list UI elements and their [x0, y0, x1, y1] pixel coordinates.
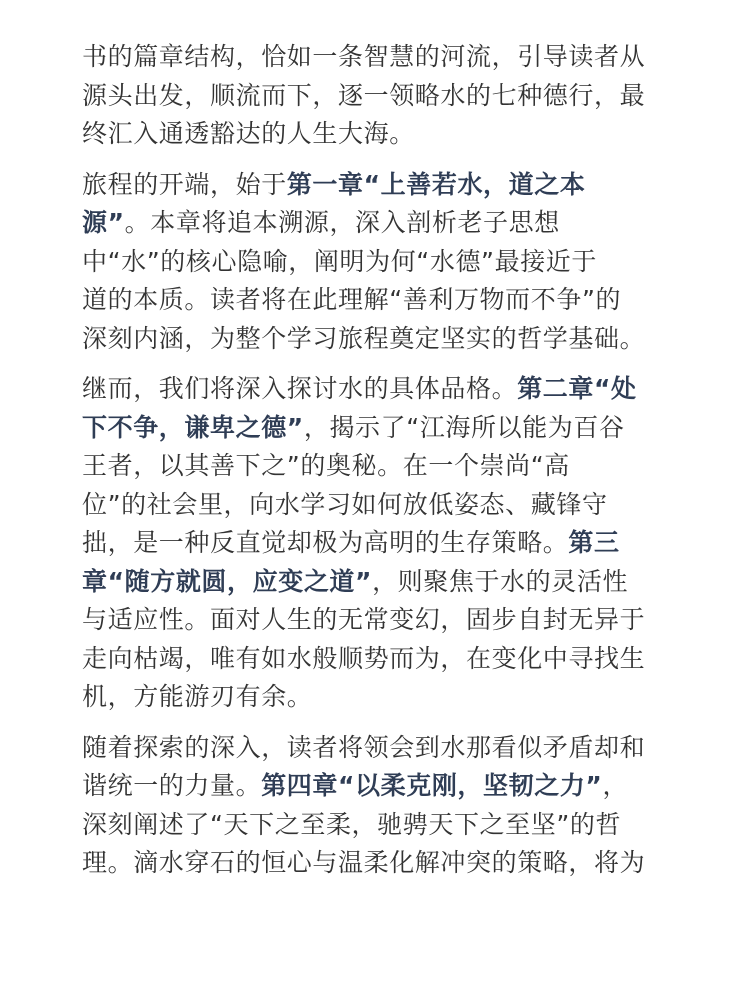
text-line — [82, 678, 668, 717]
text-run: 深刻内涵，为整个学习旅程奠定坚实的哲学基础。 — [82, 323, 646, 353]
text-run: 。本章将追本溯源，深入剖析老子思想 — [124, 208, 560, 237]
text-run: 书的篇章结构，恰如一条智慧的河流，引导读者从 — [82, 42, 646, 71]
text-line — [82, 447, 668, 486]
text-line — [82, 563, 668, 602]
text-line — [82, 204, 668, 243]
text-line — [82, 844, 668, 883]
text-line — [82, 640, 668, 679]
text-run: 继而，我们将深入探讨水的具体品格。 — [82, 374, 518, 403]
text-run: 源头出发，顺流而下，逐一领略水的七种德行，最 — [82, 80, 646, 110]
text-line — [82, 767, 668, 806]
text-run: 谐统一的力量。 — [82, 771, 262, 800]
paragraph-chapters-two-three — [82, 370, 668, 717]
text-run: 机，方能游刃有余。 — [82, 682, 313, 711]
text-line — [82, 486, 668, 525]
text-run: 理。滴水穿石的恒心与温柔化解冲突的策略，将为 — [82, 848, 646, 877]
text-line — [82, 281, 668, 320]
text-run: 旅程的开端，始于 — [82, 169, 287, 199]
chapter-title-highlight: 下不争，谦卑之德” — [82, 412, 304, 442]
text-run: 走向枯竭，唯有如水般顺势而为，在变化中寻找生 — [82, 643, 646, 673]
text-run: 深刻阐述了“天下之至柔，驰骋天下之至坚”的哲 — [82, 809, 622, 839]
text-line — [82, 115, 668, 154]
text-run: 中“水”的核心隐喻，阐明为何“水德”最接近于 — [82, 246, 598, 276]
text-line — [82, 601, 668, 640]
chapter-title-highlight: 源” — [82, 208, 125, 237]
paragraph-intro — [82, 38, 668, 154]
paragraph-chapter-one — [82, 166, 668, 359]
chapter-title-highlight: 第三 — [568, 528, 620, 557]
text-line — [82, 524, 668, 563]
text-run: 随着探索的深入，读者将领会到水那看似矛盾却和 — [82, 732, 646, 762]
text-line — [82, 77, 668, 116]
text-run: ， — [602, 771, 629, 800]
chapter-title-highlight: 章“随方就圆，应变之道” — [82, 566, 373, 596]
chapter-title-highlight: 第二章“处 — [517, 374, 637, 403]
text-line — [82, 38, 668, 77]
chapter-title-highlight: 第四章“以柔克刚，坚韧之力” — [261, 771, 603, 800]
text-run: ，揭示了“江海所以能为百谷 — [303, 412, 625, 442]
text-run: 王者，以其善下之”的奥秘。在一个崇尚“高 — [82, 451, 570, 480]
text-run: 拙，是一种反直觉却极为高明的生存策略。 — [82, 528, 569, 557]
paragraph-chapter-four — [82, 729, 668, 883]
text-run: 终汇入通透豁达的人生大海。 — [82, 119, 415, 148]
text-line — [82, 166, 668, 205]
chapter-title-highlight: 第一章“上善若水，道之本 — [286, 169, 586, 199]
text-line — [82, 370, 668, 409]
text-line — [82, 243, 668, 282]
text-run: 与适应性。面对人生的无常变幻，固步自封无异于 — [82, 605, 646, 634]
text-line — [82, 806, 668, 845]
text-line — [82, 729, 668, 768]
text-run: 位”的社会里，向水学习如何放低姿态、藏锋守 — [82, 489, 608, 519]
text-run: ，则聚焦于水的灵活性 — [372, 566, 629, 596]
text-line — [82, 409, 668, 448]
text-line — [82, 320, 668, 359]
text-run: 道的本质。读者将在此理解“善利万物而不争”的 — [82, 285, 622, 314]
